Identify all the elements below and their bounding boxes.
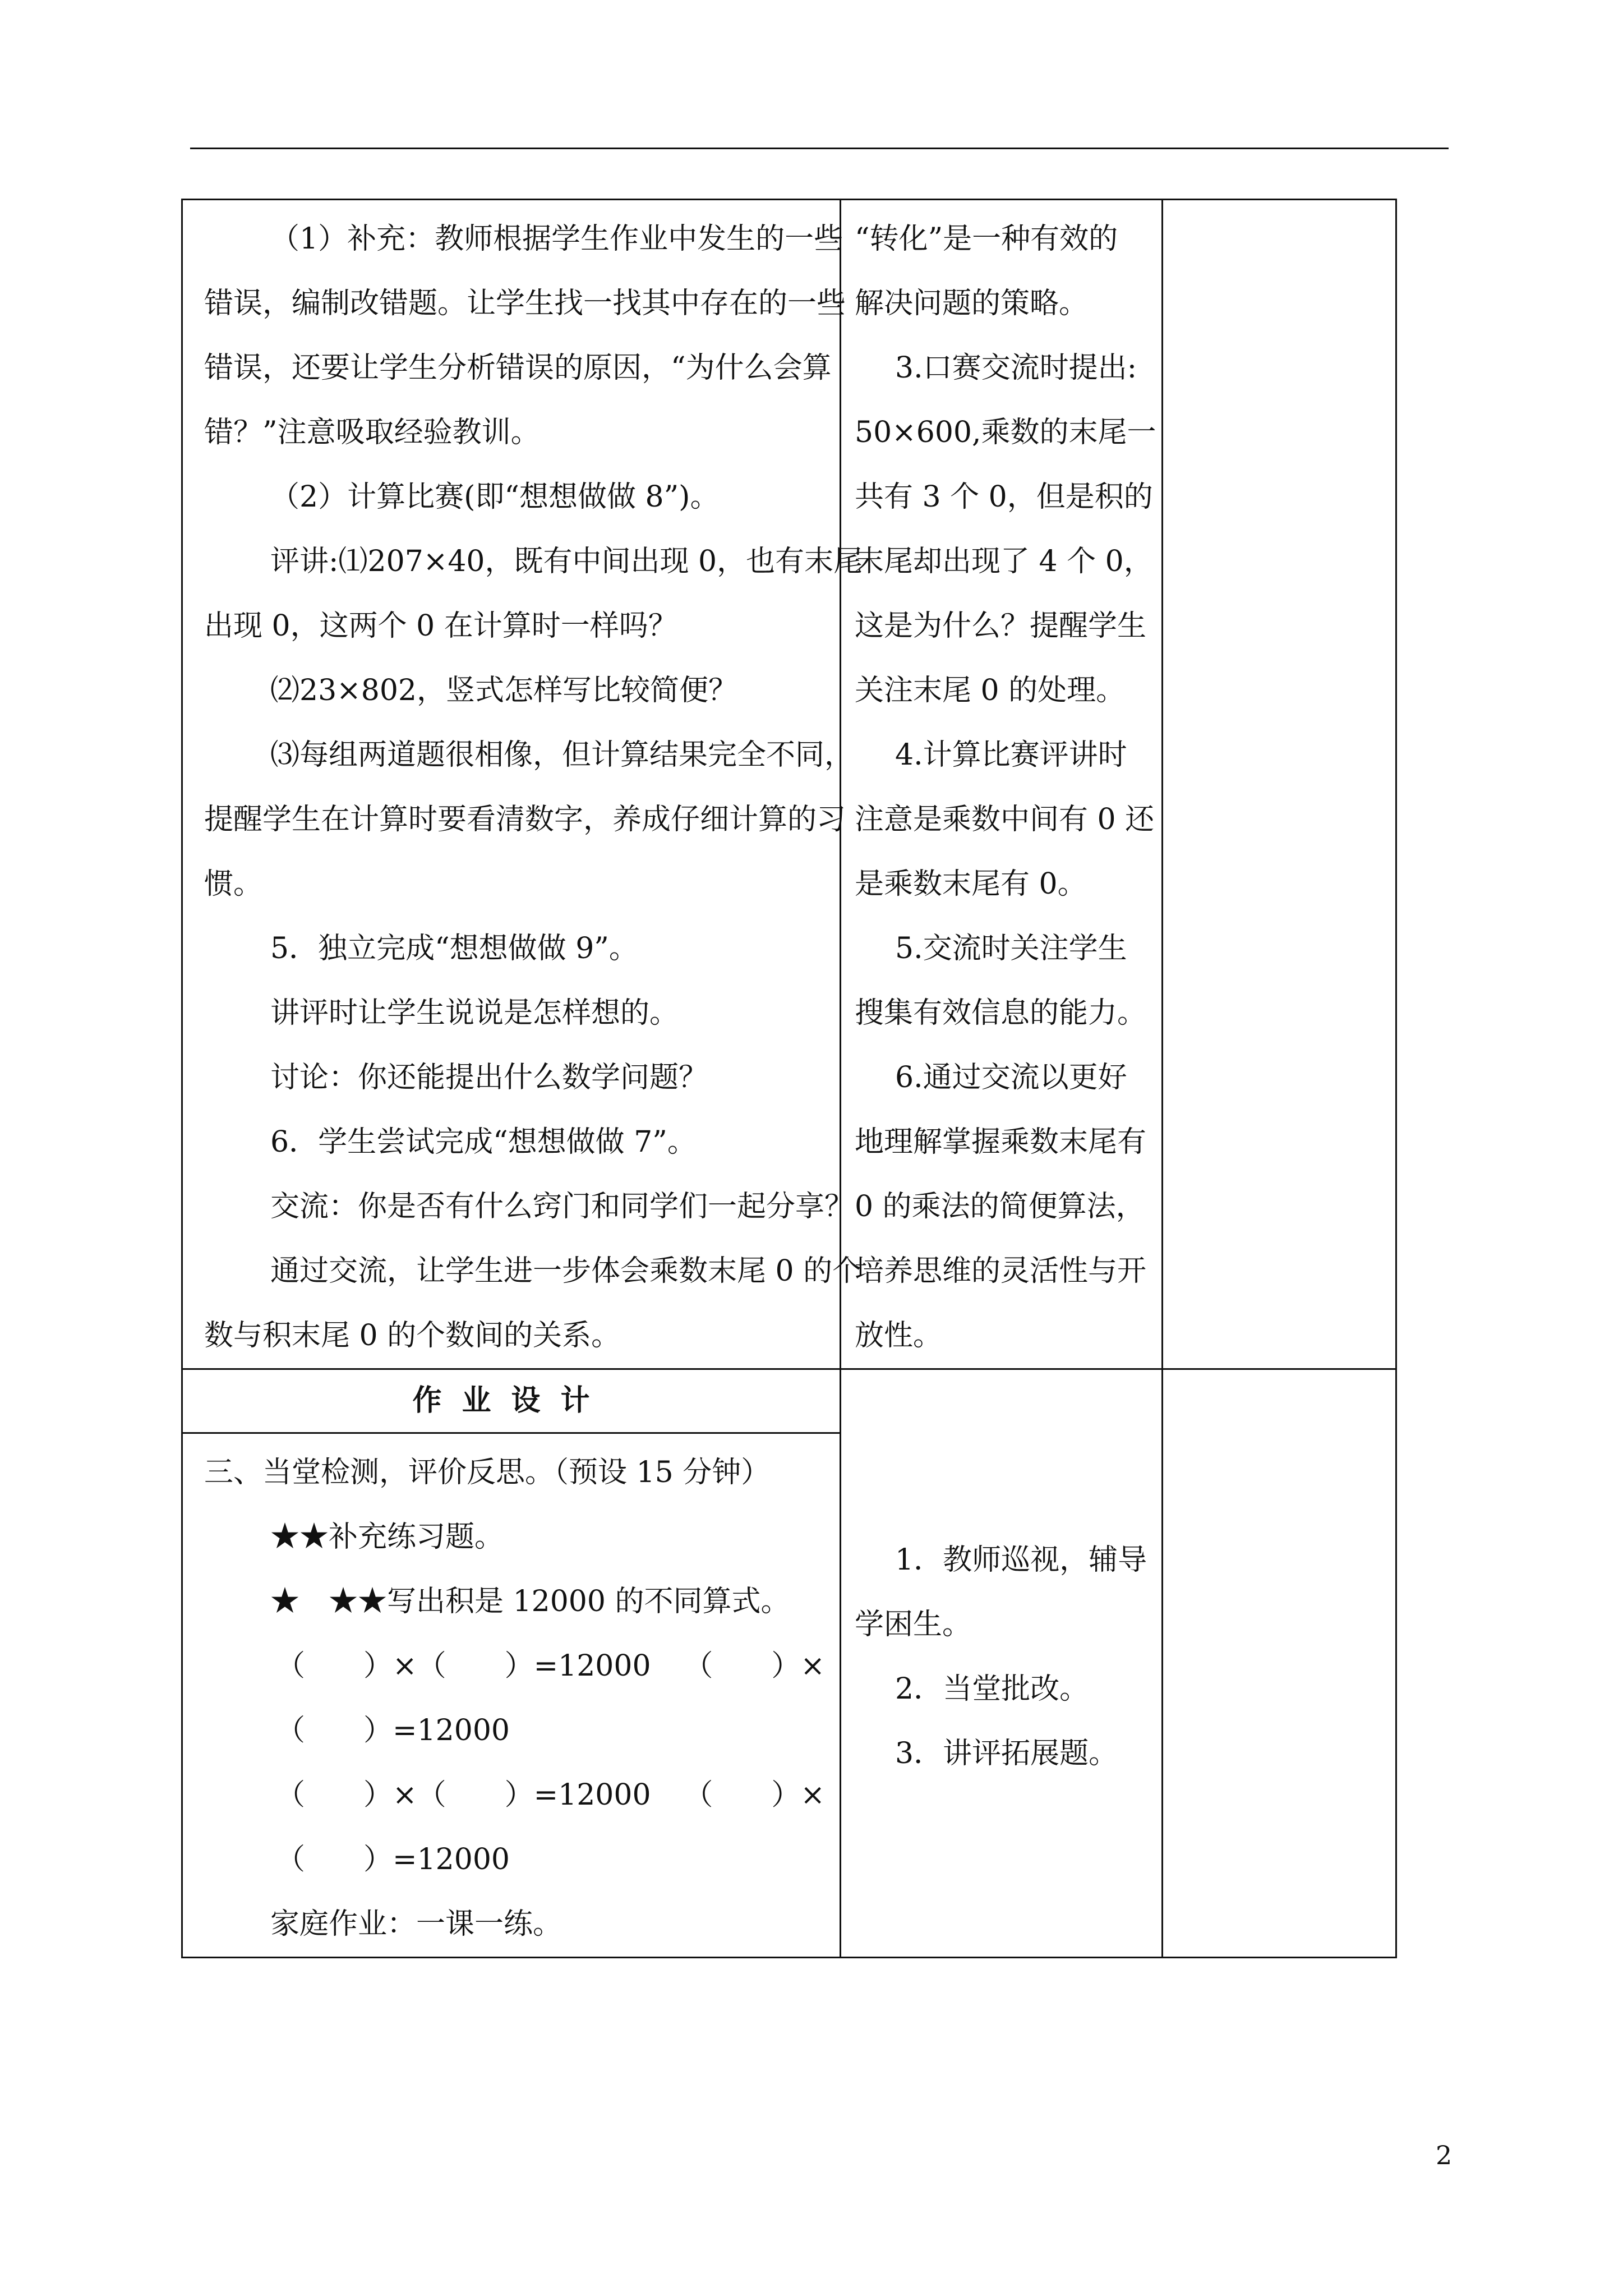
homework-header-row bbox=[182, 1369, 1396, 1433]
note-line: 关注末尾 0 的处理。 bbox=[855, 674, 1126, 707]
paragraph: （1）补充：教师根据学生作业中发生的一些 bbox=[270, 222, 843, 256]
paragraph: 错误，编制改错题。让学生找一找其中存在的一些 bbox=[204, 287, 846, 320]
header-rule bbox=[190, 148, 1449, 149]
paragraph: 错？”注意吸取经验教训。 bbox=[204, 416, 540, 449]
paragraph: 通过交流，让学生进一步体会乘数末尾 0 的个 bbox=[270, 1254, 862, 1288]
note-line: 搜集有效信息的能力。 bbox=[855, 996, 1147, 1030]
paragraph: ⑵23×802，竖式怎样写比较简便？ bbox=[270, 674, 737, 707]
note-line: 50×600,乘数的末尾一 bbox=[855, 416, 1156, 449]
blank-equation: （ ）× bbox=[684, 1649, 825, 1683]
homework-line: 家庭作业：一课一练。 bbox=[270, 1907, 562, 1941]
note-line: 0 的乘法的简便算法， bbox=[855, 1190, 1145, 1223]
paragraph: ⑶每组两道题很相像，但计算结果完全不同， bbox=[270, 738, 854, 772]
note-line: 5.交流时关注学生 bbox=[895, 932, 1127, 965]
paragraph: 错误，还要让学生分析错误的原因，“为什么会算 bbox=[204, 351, 832, 385]
homework-header: 作业设计 bbox=[182, 1369, 841, 1433]
process-empty-cell bbox=[1163, 200, 1396, 1369]
paragraph: 讨论：你还能提出什么数学问题？ bbox=[270, 1061, 708, 1094]
paragraph: 6．学生尝试完成“想想做做 7”。 bbox=[270, 1125, 697, 1159]
blank-equation: （ ）×（ ）=12000 bbox=[276, 1649, 651, 1683]
homework-line: ★ ★★写出积是 12000 的不同算式。 bbox=[270, 1585, 790, 1618]
note-line: 6.通过交流以更好 bbox=[895, 1061, 1127, 1094]
page-number: 2 bbox=[1436, 2140, 1453, 2170]
paragraph: 交流：你是否有什么窍门和同学们一起分享？ bbox=[270, 1190, 854, 1223]
homework-empty-cell bbox=[1163, 1369, 1396, 1958]
note-line: 学困生。 bbox=[855, 1608, 972, 1641]
blank-equation: （ ）=12000 bbox=[276, 1843, 510, 1876]
process-notes-cell bbox=[841, 200, 1163, 1369]
note-line: 解决问题的策略。 bbox=[855, 287, 1089, 320]
blank-equation-row bbox=[204, 1763, 828, 1828]
paragraph: 讲评时让学生说说是怎样想的。 bbox=[270, 996, 679, 1030]
lesson-plan-table bbox=[181, 199, 1397, 1958]
paragraph: 数与积末尾 0 的个数间的关系。 bbox=[204, 1319, 621, 1352]
note-line: 1．教师巡视，辅导 bbox=[895, 1543, 1147, 1577]
note-line: 3．讲评拓展题。 bbox=[895, 1737, 1118, 1770]
paragraph: 5．独立完成“想想做做 9”。 bbox=[270, 932, 638, 965]
homework-line: ★★补充练习题。 bbox=[270, 1520, 504, 1554]
process-row bbox=[182, 200, 1396, 1369]
paragraph: 惯。 bbox=[204, 867, 263, 901]
homework-title: 三、当堂检测，评价反思。（预设 15 分钟） bbox=[204, 1456, 771, 1489]
note-line: 是乘数末尾有 0。 bbox=[855, 867, 1087, 901]
paragraph: （2）计算比赛(即“想想做做 8”)。 bbox=[270, 480, 720, 514]
note-line: 2．当堂批改。 bbox=[895, 1672, 1089, 1706]
paragraph: 评讲:⑴207×40，既有中间出现 0，也有末尾 bbox=[270, 545, 863, 578]
blank-equation: （ ）× bbox=[684, 1778, 825, 1812]
note-line: 3.口赛交流时提出: bbox=[895, 351, 1137, 385]
note-line: 放性。 bbox=[855, 1319, 943, 1352]
homework-content-cell bbox=[182, 1433, 841, 1958]
note-line: 共有 3 个 0，但是积的 bbox=[855, 480, 1153, 514]
note-line: “转化”是一种有效的 bbox=[855, 222, 1118, 256]
note-line: 末尾却出现了 4 个 0， bbox=[855, 545, 1153, 578]
note-line: 这是为什么？提醒学生 bbox=[855, 609, 1147, 643]
blank-equation: （ ）=12000 bbox=[276, 1714, 510, 1747]
note-line: 4.计算比赛评讲时 bbox=[895, 738, 1127, 772]
blank-equation-row bbox=[204, 1634, 828, 1699]
note-line: 培养思维的灵活性与开 bbox=[855, 1254, 1147, 1288]
homework-notes-cell bbox=[841, 1369, 1163, 1958]
process-activity-cell bbox=[182, 200, 863, 1369]
paragraph: 提醒学生在计算时要看清数字，养成仔细计算的习 bbox=[204, 803, 846, 836]
note-line: 地理解掌握乘数末尾有 bbox=[855, 1125, 1147, 1159]
blank-equation: （ ）×（ ）=12000 bbox=[276, 1778, 651, 1812]
paragraph: 出现 0，这两个 0 在计算时一样吗？ bbox=[204, 609, 677, 643]
note-line: 注意是乘数中间有 0 还 bbox=[855, 803, 1155, 836]
